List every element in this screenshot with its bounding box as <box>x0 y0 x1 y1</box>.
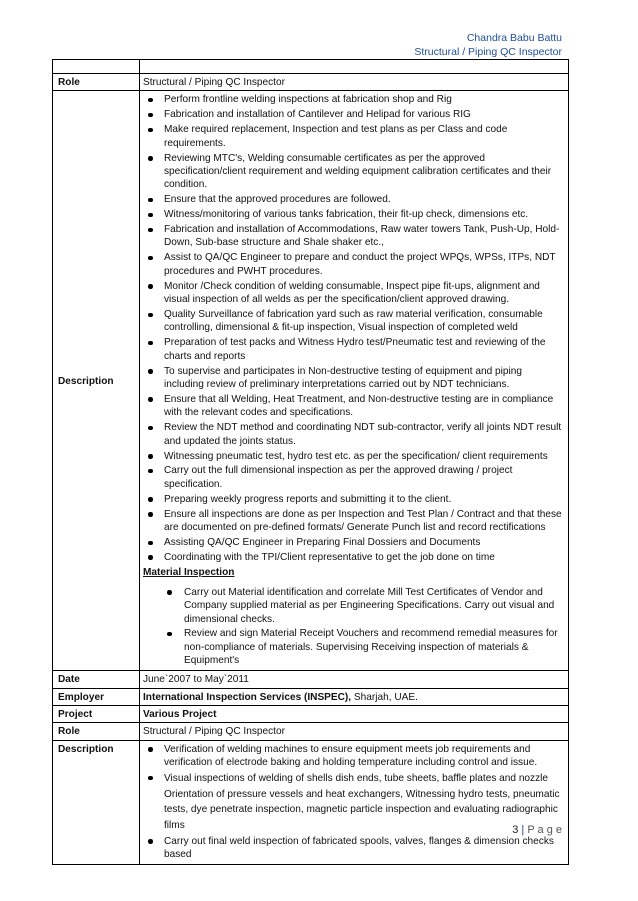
list-item: Preparation of test packs and Witness Hydro test/Pneumatic test and reviewing of the charts and reports <box>143 336 564 363</box>
date-label: Date <box>53 671 140 688</box>
list-item: Review the NDT method and coordinating NDT sub-contractor, verify all joints NDT result and updated the joints status. <box>143 421 564 448</box>
page-separator: | <box>518 824 528 836</box>
role-value: Structural / Piping QC Inspector <box>140 74 569 91</box>
job1-description-row <box>53 91 569 671</box>
list-item: Make required replacement, Inspection and test plans as per Class and code requirements. <box>143 123 564 150</box>
list-item: Perform frontline welding inspections at fabrication shop and Rig <box>143 93 564 106</box>
header-position: Structural / Piping QC Inspector <box>414 46 562 58</box>
job2-date-row <box>53 671 569 688</box>
header-name: Chandra Babu Battu <box>466 32 562 44</box>
list-item: Verification of welding machines to ensure equipment meets job requirements and verification of electrode baking and holding temperature including control and issue. <box>143 743 564 770</box>
role-value: Structural / Piping QC Inspector <box>140 723 569 740</box>
list-item: Review and sign Material Receipt Vouchers and recommend remedial measures for non-compliance of materials. Supervising Receiving inspection of materials & Equipment's <box>143 627 564 667</box>
description-label: Description <box>53 740 140 864</box>
project-value: Various Project <box>140 705 569 722</box>
job2-description-row <box>53 740 569 864</box>
list-item: Witnessing pneumatic test, hydro test etc. as per the specification/ client requirements <box>143 450 564 463</box>
list-item: Carry out final weld inspection of fabricated spools, valves, flanges & dimension checks based <box>143 835 564 862</box>
page-number: 3 <box>512 824 519 836</box>
experience-table <box>52 59 569 865</box>
list-item: Carry out the full dimensional inspection as per the approved drawing / project specification. <box>143 464 564 491</box>
date-value: June`2007 to May`2011 <box>140 671 569 688</box>
project-label: Project <box>53 705 140 722</box>
description-label: Description <box>53 91 140 671</box>
employer-location: Sharjah, UAE. <box>351 691 418 703</box>
list-item: Ensure that all Welding, Heat Treatment, and Non-destructive testing are in compliance with the relevant codes and specifications. <box>143 393 564 420</box>
material-inspection-list <box>143 586 564 668</box>
list-item: Monitor /Check condition of welding consumable, Inspect pipe fit-ups, alignment and visual inspection of all welds as per the specification/client approved drawing. <box>143 280 564 307</box>
list-item: Quality Surveillance of fabrication yard such as raw material verification, consumable controlling, dimensional & fit-up inspection, Visual inspection of completed weld <box>143 308 564 335</box>
list-item: Preparing weekly progress reports and submitting it to the client. <box>143 493 564 506</box>
spacer-row <box>53 60 569 74</box>
list-item: Visual inspections of welding of shells dish ends, tube sheets, baffle plates and nozzle Orientation of pressure vessels and heat exchangers, Witnessing hydro tests, pneumatic tests, dye penetrate inspection, magnetic particle inspection and evaluating radiographic films <box>143 771 564 833</box>
job2-project-row <box>53 705 569 722</box>
list-item: Assisting QA/QC Engineer in Preparing Final Dossiers and Documents <box>143 536 564 549</box>
job2-duties-list <box>143 743 564 862</box>
employer-name: International Inspection Services (INSPEC), <box>143 691 352 703</box>
role-label: Role <box>53 74 140 91</box>
job2-role-row <box>53 723 569 740</box>
role-label: Role <box>53 723 140 740</box>
list-item: Fabrication and installation of Accommodations, Raw water towers Tank, Push-Up, Hold-Down, Sub-base structure and Shale shaker etc., <box>143 223 564 250</box>
page-word: P a g e <box>527 824 562 836</box>
list-item: Carry out Material identification and correlate Mill Test Certificates of Vendor and Company supplied material as per Engineering Specifications. Carry out visual and dimensional checks. <box>143 586 564 626</box>
list-item: Reviewing MTC's, Welding consumable certificates as per the approved specification/client requirement and welding equipment calibration certificates and their condition. <box>143 152 564 192</box>
page-header <box>414 31 562 59</box>
list-item: Ensure all inspections are done as per Inspection and Test Plan / Contract and that these are documented on pre-defined formats/ Generate Punch list and record rectifications <box>143 508 564 535</box>
job2-employer-row <box>53 688 569 705</box>
list-item: Assist to QA/QC Engineer to prepare and conduct the project WPQs, WPSs, ITPs, NDT procedures and PWHT procedures. <box>143 251 564 278</box>
material-inspection-heading: Material Inspection <box>143 567 235 579</box>
list-item: Ensure that the approved procedures are followed. <box>143 193 564 206</box>
list-item: To supervise and participates in Non-destructive testing of equipment and piping including review of preliminary interpretations carried out by NDT technicians. <box>143 365 564 392</box>
list-item: Fabrication and installation of Cantilever and Helipad for various RIG <box>143 108 564 121</box>
list-item: Witness/monitoring of various tanks fabrication, their fit-up check, dimensions etc. <box>143 208 564 221</box>
employer-label: Employer <box>53 688 140 705</box>
list-item: Coordinating with the TPI/Client representative to get the job done on time <box>143 551 564 564</box>
page-footer <box>512 824 562 836</box>
job1-duties-list <box>143 93 564 564</box>
job1-role-row <box>53 74 569 91</box>
